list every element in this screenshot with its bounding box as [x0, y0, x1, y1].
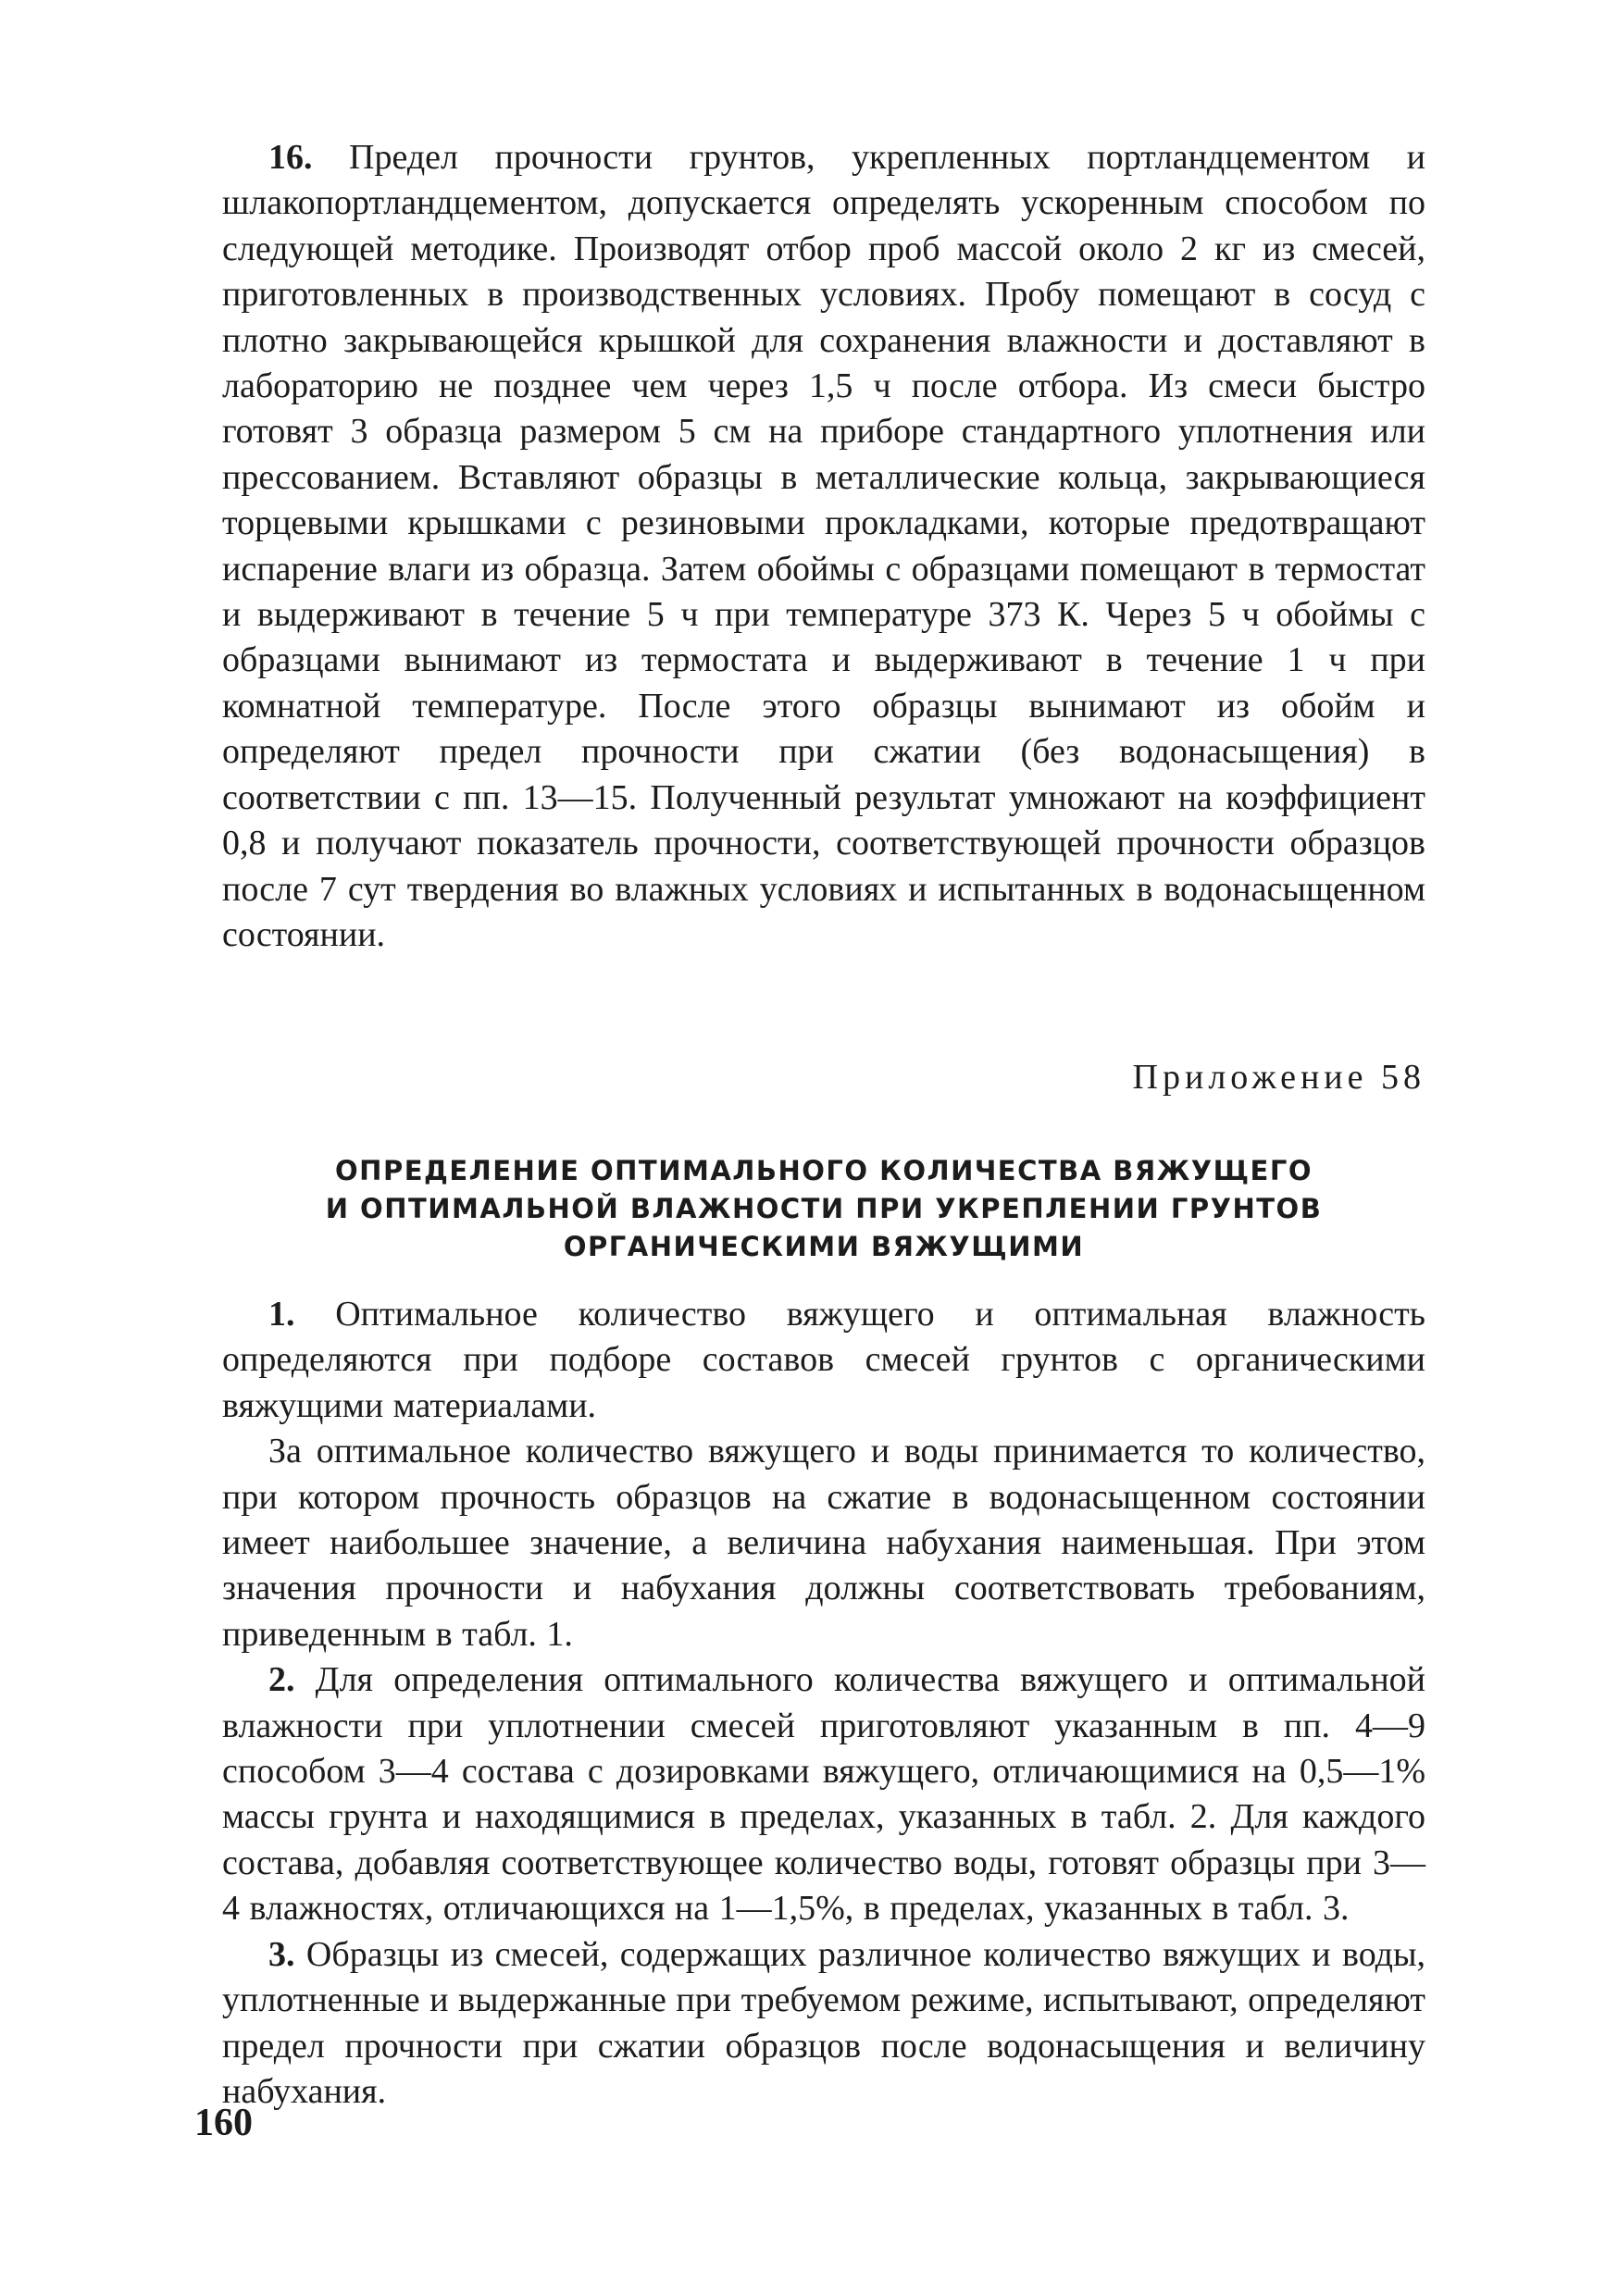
paragraph-1-continued — [222, 1429, 1425, 1657]
section-16-text: Предел прочности грунтов, укрепленных портландцементом и шлакопортландцементом, допускается определять ускоренным способом по следующей методике. Производят отбор проб массой около 2 кг из смесей, приготовленных в производственных условиях. Пробу помещают в сосуд с плотно закрывающейся крышкой для сохранения влажности и доставляют в лабораторию не позднее чем через 1,5 ч после отбора. Из смеси быстро готовят 3 образца размером 5 см на приборе стандартного уплотнения или прессованием. Вставляют образцы в металлические кольца, закрывающиеся торцевыми крышками с резиновыми прокладками, которые предотвращают испарение влаги из образца. Затем обоймы с образцами помещают в термостат и выдерживают в течение 5 ч при температуре 373 К. Через 5 ч обоймы с образцами вынимают из термостата и выдерживают в течение 1 ч при комнатной температуре. После этого образцы вынимают из обойм и определяют предел прочности при сжатии (без водонасыщения) в соответствии с пп. 13—15. Полученный результат умножают на коэффициент 0,8 и получают показатель прочности, соответствующей прочности образцов после 7 сут твердения во влажных условиях и испытанных в водонасыщенном состоянии. — [222, 138, 1425, 954]
paragraph-2-number: 2. — [268, 1660, 295, 1700]
paragraph-3-text: Образцы из смесей, содержащих различное количество вяжущих и воды, уплотненные и выдержанные при требуемом режиме, испытывают, определяют предел прочности при сжатии образцов после водонасыщения и величину набухания. — [222, 1934, 1425, 2111]
section-16-paragraph — [222, 135, 1425, 958]
paragraph-1-text: Оптимальное количество вяжущего и оптимальная влажность определяются при подборе составов смесей грунтов с органическими вяжущими материалами. — [222, 1295, 1426, 1425]
paragraph-3-number: 3. — [268, 1934, 295, 1974]
section-16 — [222, 135, 1425, 958]
paragraph-1-number: 1. — [268, 1295, 295, 1334]
appendix-title — [222, 1152, 1425, 1266]
page-number: 160 — [194, 2102, 253, 2144]
section-16-number: 16. — [268, 138, 313, 177]
paragraph-1 — [222, 1292, 1425, 1429]
paragraph-2-text: Для определения оптимального количества вяжущего и оптимальной влажности при уплотнении смесей приготовляют указанным в пп. 4—9 способом 3—4 состава с дозировками вяжущего, отличающимися на 0,5—1% массы грунта и находящимися в пределах, указанных в табл. 2. Для каждого состава, добавляя соответствующее количество воды, готовят образцы при 3—4 влажностях, отличающихся на 1—1,5%, в пределах, указанных в табл. 3. — [222, 1660, 1425, 1929]
title-line-2: И ОПТИМАЛЬНОЙ ВЛАЖНОСТИ ПРИ УКРЕПЛЕНИИ ГРУНТОВ — [325, 1193, 1323, 1224]
paragraph-1-continued-text: За оптимальное количество вяжущего и воды принимается то количество, при котором прочность образцов на сжатие в водонасыщенном состоянии имеет наибольшее значение, а величина набухания наименьшая. При этом значения прочности и набухания должны соответствовать требованиям, приведенным в табл. 1. — [222, 1432, 1425, 1654]
title-line-3: ОРГАНИЧЕСКИМИ ВЯЖУЩИМИ — [563, 1231, 1085, 1262]
paragraph-3 — [222, 1932, 1425, 2116]
appendix-label: Приложение 58 — [1132, 1058, 1425, 1097]
appendix-body — [222, 1292, 1425, 2115]
title-line-1: ОПРЕДЕЛЕНИЕ ОПТИМАЛЬНОГО КОЛИЧЕСТВА ВЯЖУЩЕГО — [335, 1155, 1313, 1186]
paragraph-2 — [222, 1657, 1425, 1931]
